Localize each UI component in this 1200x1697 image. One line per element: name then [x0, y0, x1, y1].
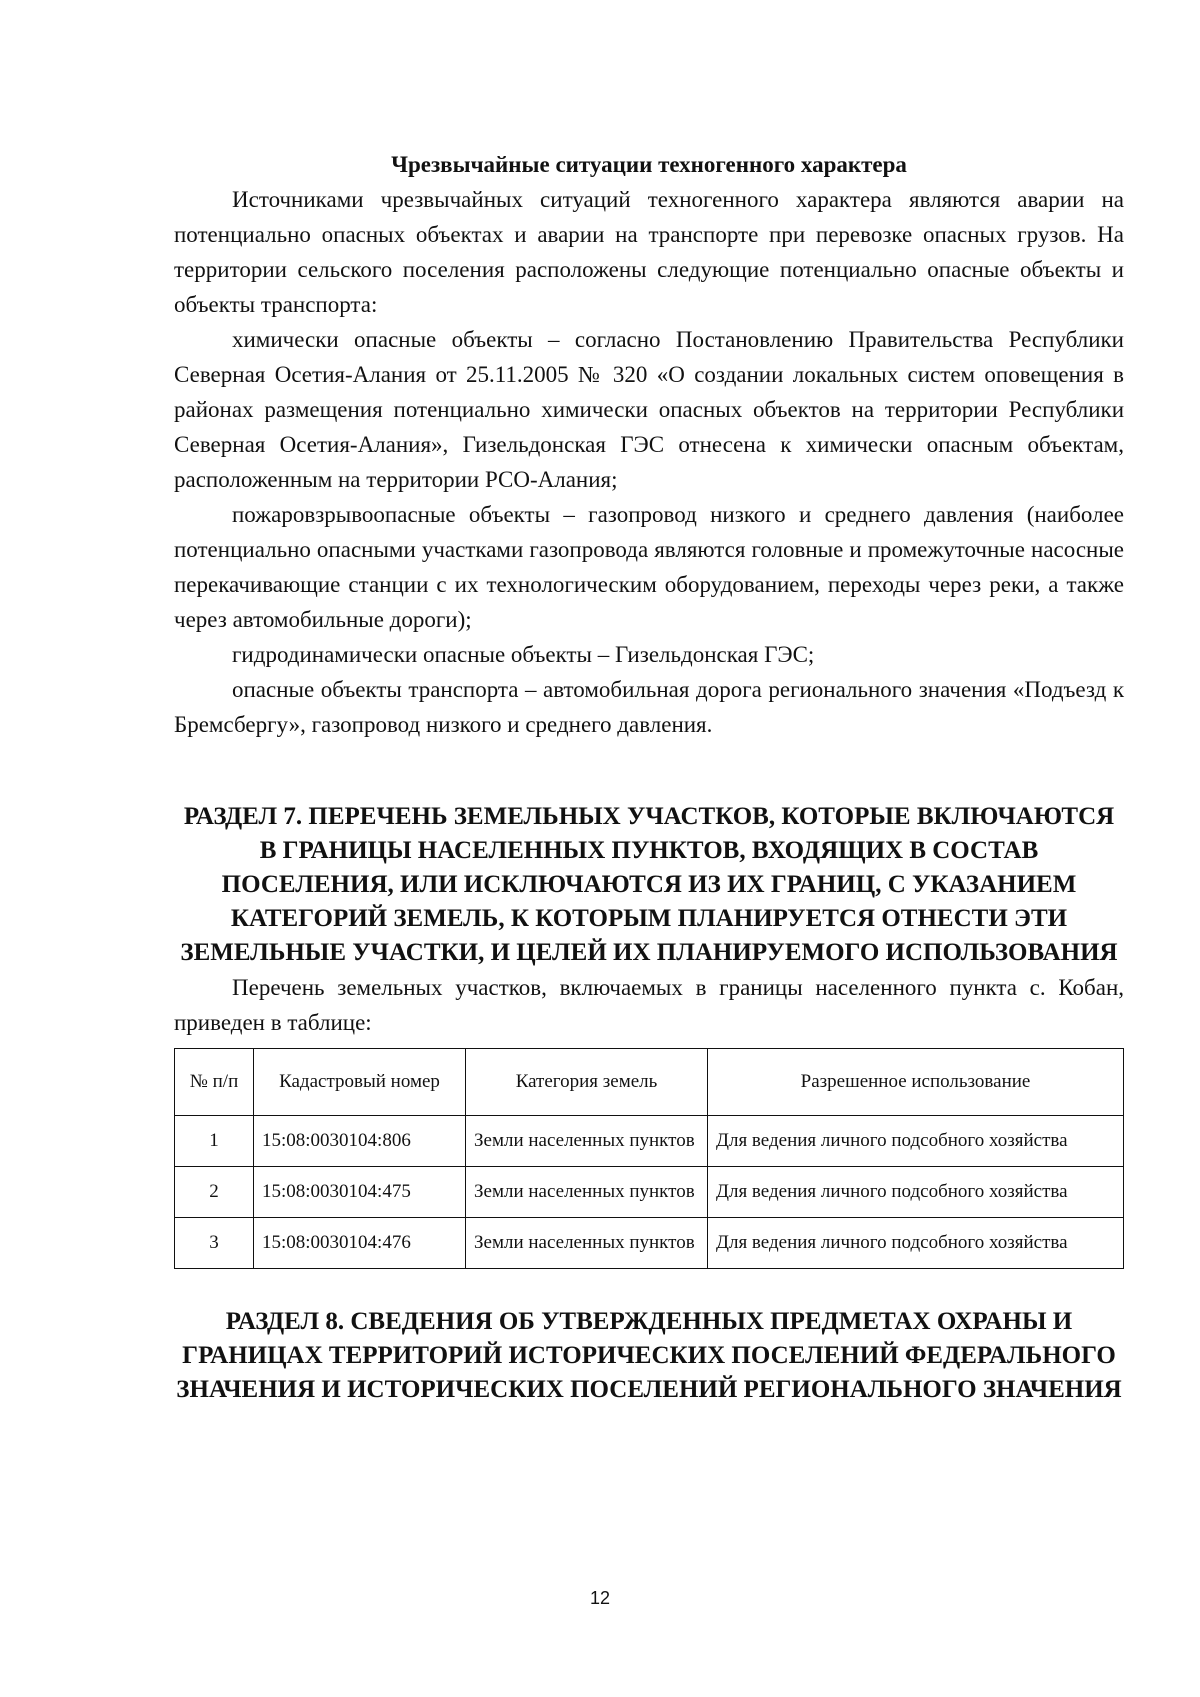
document-page	[174, 148, 1124, 1407]
section-7-title: РАЗДЕЛ 7. ПЕРЕЧЕНЬ ЗЕМЕЛЬНЫХ УЧАСТКОВ, КОТОРЫЕ ВКЛЮЧАЮТСЯ В ГРАНИЦЫ НАСЕЛЕННЫХ ПУНКТОВ, ВХОДЯЩИХ В СОСТАВ ПОСЕЛЕНИЯ, ИЛИ ИСКЛЮЧАЮТСЯ ИЗ ИХ ГРАНИЦ, С УКАЗАНИЕМ КАТЕГОРИЙ ЗЕМЕЛЬ, К КОТОРЫМ ПЛАНИРУЕТСЯ ОТНЕСТИ ЭТИ ЗЕМЕЛЬНЫЕ УЧАСТКИ, И ЦЕЛЕЙ ИХ ПЛАНИРУЕМОГО ИСПОЛЬЗОВАНИЯ	[180, 803, 1118, 966]
paragraph-sources: Источниками чрезвычайных ситуаций техногенного характера являются аварии на потенциально опасных объектах и аварии на транспорте при перевозке опасных грузов. На территории сельского поселения расположены следующие потенциально опасные объекты и объекты транспорта:	[174, 187, 1124, 317]
cell-category: Земли населенных пунктов	[466, 1116, 708, 1167]
header-number: № п/п	[175, 1049, 254, 1116]
section-8-title: РАЗДЕЛ 8. СВЕДЕНИЯ ОБ УТВЕРЖДЕННЫХ ПРЕДМЕТАХ ОХРАНЫ И ГРАНИЦАХ ТЕРРИТОРИЙ ИСТОРИЧЕСКИХ ПОСЕЛЕНИЙ ФЕДЕРАЛЬНОГО ЗНАЧЕНИЯ И ИСТОРИЧЕСКИХ ПОСЕЛЕНИЙ РЕГИОНАЛЬНОГО ЗНАЧЕНИЯ	[176, 1308, 1122, 1403]
cell-permitted-use: Для ведения личного подсобного хозяйства	[708, 1218, 1124, 1269]
paragraph-fire-explosive: пожаровзрывоопасные объекты – газопровод низкого и среднего давления (наиболее потенциально опасными участками газопровода являются головные и промежуточные насосные перекачивающие станции с их технологическим оборудованием, переходы через реки, а также через автомобильные дороги);	[174, 502, 1124, 632]
paragraph-hydrodynamic: гидродинамически опасные объекты – Гизельдонская ГЭС;	[232, 642, 815, 667]
table-row	[175, 1167, 1124, 1218]
cell-permitted-use: Для ведения личного подсобного хозяйства	[708, 1116, 1124, 1167]
paragraph-chemical: химически опасные объекты – согласно Постановлению Правительства Республики Северная Осетия-Алания от 25.11.2005 № 320 «О создании локальных систем оповещения в районах размещения потенциально химически опасных объектов на территории Республики Северная Осетия-Алания», Гизельдонская ГЭС отнесена к химически опасным объектам, расположенным на территории РСО-Алания;	[174, 327, 1124, 492]
cell-category: Земли населенных пунктов	[466, 1218, 708, 1269]
table-header-row	[175, 1049, 1124, 1116]
cell-category: Земли населенных пунктов	[466, 1167, 708, 1218]
page-number: 12	[589, 1588, 611, 1608]
paragraph-transport: опасные объекты транспорта – автомобильная дорога регионального значения «Подъезд к Бремсбергу», газопровод низкого и среднего давления.	[174, 677, 1124, 737]
header-category: Категория земель	[466, 1049, 708, 1116]
cell-permitted-use: Для ведения личного подсобного хозяйства	[708, 1167, 1124, 1218]
subsection-title: Чрезвычайные ситуации техногенного характера	[391, 152, 907, 177]
cell-cadastral: 15:08:0030104:475	[254, 1167, 466, 1218]
table-row	[175, 1116, 1124, 1167]
header-cadastral: Кадастровый номер	[254, 1049, 466, 1116]
cell-number: 3	[175, 1218, 254, 1269]
cell-number: 2	[175, 1167, 254, 1218]
cell-cadastral: 15:08:0030104:476	[254, 1218, 466, 1269]
table-row	[175, 1218, 1124, 1269]
land-plots-table	[174, 1048, 1124, 1269]
header-permitted-use: Разрешенное использование	[708, 1049, 1124, 1116]
section-7-intro: Перечень земельных участков, включаемых в границы населенного пункта с. Кобан, приведен в таблице:	[174, 975, 1124, 1035]
cell-cadastral: 15:08:0030104:806	[254, 1116, 466, 1167]
cell-number: 1	[175, 1116, 254, 1167]
